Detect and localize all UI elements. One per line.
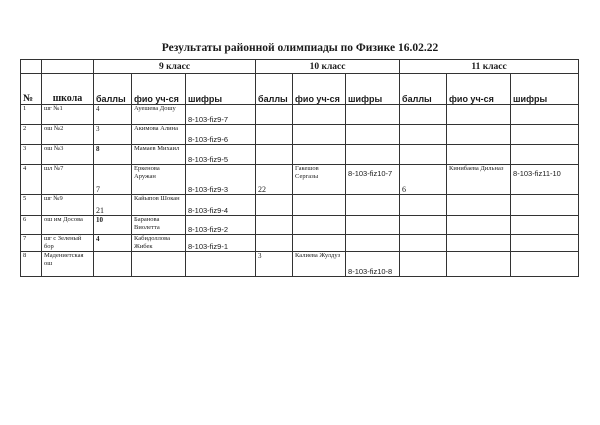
row-school: ош №2 [42, 125, 94, 145]
row-score11 [400, 216, 447, 235]
row-code10 [346, 195, 400, 216]
row-school: ош №3 [42, 145, 94, 165]
row-name9: Еркенова Аружан [132, 165, 186, 195]
row-num: 8 [21, 252, 42, 277]
row-name11: Кинибаева Дильназ [447, 165, 511, 195]
row-name9: Акимова Алина [132, 125, 186, 145]
row-name11 [447, 195, 511, 216]
school-header: школа [42, 74, 94, 105]
row-name9: Кайыпов Шокан [132, 195, 186, 216]
score10-header: баллы [256, 74, 293, 105]
table-row [21, 145, 579, 165]
row-score11 [400, 195, 447, 216]
row-score11 [400, 252, 447, 277]
row-code9: 8-103-fiz9-5 [186, 145, 256, 165]
row-num: 5 [21, 195, 42, 216]
row-score10 [256, 145, 293, 165]
score9-header: баллы [94, 74, 132, 105]
row-code10 [346, 235, 400, 252]
row-school: Мадениетская ош [42, 252, 94, 277]
row-code11 [511, 216, 579, 235]
row-code9 [186, 252, 256, 277]
blank-header [21, 60, 42, 74]
row-score10 [256, 125, 293, 145]
row-school: шл №7 [42, 165, 94, 195]
row-school: шг с Зеленый бор [42, 235, 94, 252]
row-code11 [511, 252, 579, 277]
row-code11 [511, 125, 579, 145]
row-score10 [256, 235, 293, 252]
row-code11 [511, 195, 579, 216]
row-name9: Баранова Виолетта [132, 216, 186, 235]
row-name11 [447, 235, 511, 252]
row-name11 [447, 145, 511, 165]
row-code9: 8-103-fiz9-1 [186, 235, 256, 252]
row-score11: 6 [400, 165, 447, 195]
table-row [21, 216, 579, 235]
row-school: шг №9 [42, 195, 94, 216]
row-score9: 10 [94, 216, 132, 235]
table-row [21, 125, 579, 145]
class-11-header: 11 класс [400, 60, 579, 74]
row-code9: 8-103-fiz9-3 [186, 165, 256, 195]
row-score9: 21 [94, 195, 132, 216]
row-num: 6 [21, 216, 42, 235]
row-name11 [447, 125, 511, 145]
score11-header: баллы [400, 74, 447, 105]
class-header-row [21, 60, 579, 74]
row-name10: Гакешов Сергазы [293, 165, 346, 195]
row-num: 7 [21, 235, 42, 252]
row-score11 [400, 235, 447, 252]
blank-header [42, 60, 94, 74]
row-score9 [94, 252, 132, 277]
row-num: 3 [21, 145, 42, 165]
row-name11 [447, 105, 511, 125]
results-table [20, 59, 579, 277]
row-score9: 7 [94, 165, 132, 195]
row-name10: Калиева Жулдуз [293, 252, 346, 277]
num-header: № [21, 74, 42, 105]
code11-header: шифры [511, 74, 579, 105]
row-score10 [256, 216, 293, 235]
page-title: Результаты районной олимпиады по Физике 16.02.22 [161, 42, 439, 54]
row-code11: 8-103-fiz11-10 [511, 165, 579, 195]
row-name11 [447, 252, 511, 277]
row-code10: 8-103-fiz10-8 [346, 252, 400, 277]
code10-header: шифры [346, 74, 400, 105]
table-row [21, 195, 579, 216]
row-name10 [293, 125, 346, 145]
row-code10: 8-103-fiz10-7 [346, 165, 400, 195]
row-name11 [447, 216, 511, 235]
row-name10 [293, 145, 346, 165]
code9-header: шифры [186, 74, 256, 105]
class-9-header: 9 класс [94, 60, 256, 74]
row-name10 [293, 105, 346, 125]
row-school: ош им Досова [42, 216, 94, 235]
row-score10 [256, 105, 293, 125]
row-name9: Мамаев Михаил [132, 145, 186, 165]
row-score11 [400, 145, 447, 165]
row-num: 4 [21, 165, 42, 195]
row-code10 [346, 216, 400, 235]
row-code10 [346, 105, 400, 125]
table-row [21, 165, 579, 195]
column-header-row [21, 74, 579, 105]
row-score9: 3 [94, 125, 132, 145]
row-code9: 8-103-fiz9-7 [186, 105, 256, 125]
row-code9: 8-103-fiz9-4 [186, 195, 256, 216]
table-row [21, 105, 579, 125]
name11-header: фио уч-ся [447, 74, 511, 105]
row-school: шг №1 [42, 105, 94, 125]
row-name9 [132, 252, 186, 277]
row-code11 [511, 145, 579, 165]
name10-header: фио уч-ся [293, 74, 346, 105]
name9-header: фио уч-ся [132, 74, 186, 105]
row-score11 [400, 125, 447, 145]
row-score9: 4 [94, 235, 132, 252]
row-name10 [293, 235, 346, 252]
row-score10: 22 [256, 165, 293, 195]
table-row [21, 252, 579, 277]
row-name9: Ауешева Дошу [132, 105, 186, 125]
row-code9: 8-103-fiz9-2 [186, 216, 256, 235]
row-code10 [346, 145, 400, 165]
row-code11 [511, 105, 579, 125]
row-num: 2 [21, 125, 42, 145]
row-name9: Кабидоллова Жибек [132, 235, 186, 252]
row-score9: 8 [94, 145, 132, 165]
class-10-header: 10 класс [256, 60, 400, 74]
row-name10 [293, 195, 346, 216]
row-code11 [511, 235, 579, 252]
table-row [21, 235, 579, 252]
row-code10 [346, 125, 400, 145]
row-score9: 4 [94, 105, 132, 125]
row-score10: 3 [256, 252, 293, 277]
row-score11 [400, 105, 447, 125]
row-score10 [256, 195, 293, 216]
row-code9: 8-103-fiz9-6 [186, 125, 256, 145]
row-num: 1 [21, 105, 42, 125]
row-name10 [293, 216, 346, 235]
